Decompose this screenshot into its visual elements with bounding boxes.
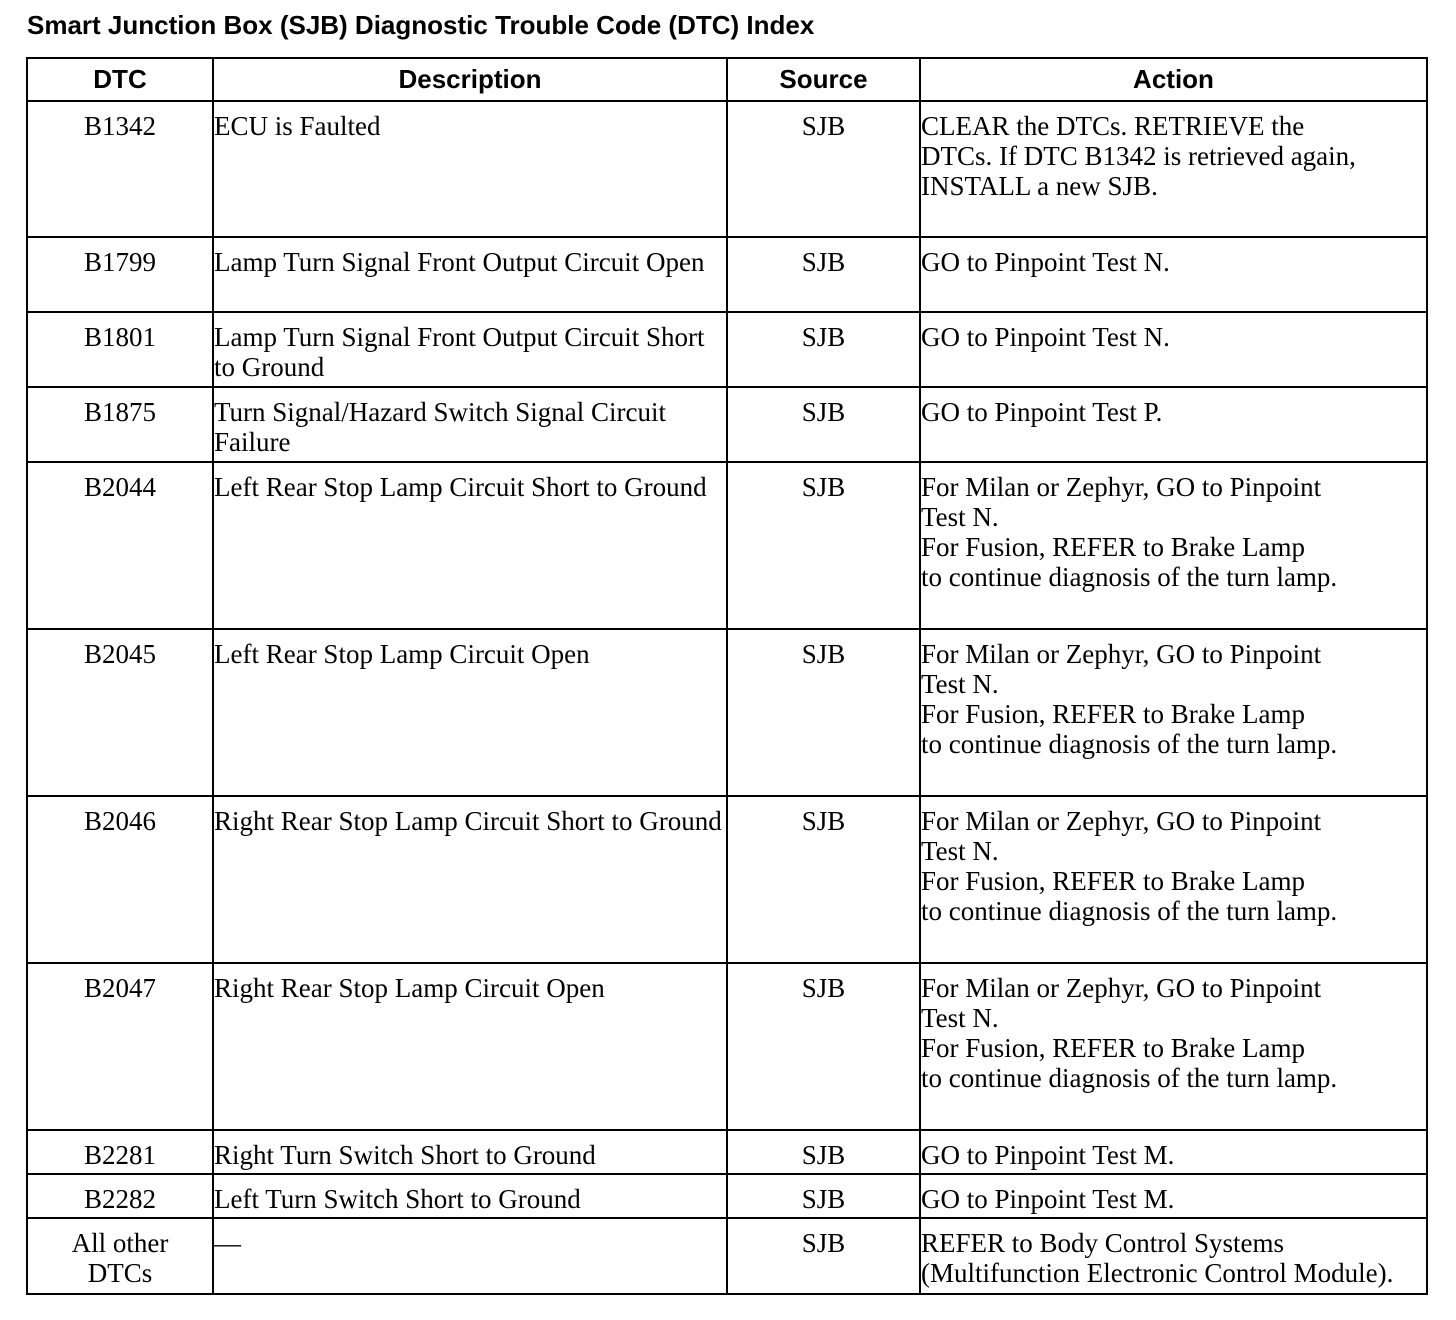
action-line: For Milan or Zephyr, GO to Pinpoint xyxy=(921,639,1322,669)
dtc-code-cell: B2047 xyxy=(27,963,213,1130)
table-row xyxy=(27,101,1427,237)
action-line: DTCs. If DTC B1342 is retrieved again, xyxy=(921,141,1356,171)
action-line: For Fusion, REFER to Brake Lamp xyxy=(921,532,1305,562)
action-line: GO to Pinpoint Test N. xyxy=(921,247,1170,277)
action-cell xyxy=(920,1218,1427,1294)
dtc-code-cell: B1875 xyxy=(27,387,213,462)
table-row xyxy=(27,796,1427,963)
table-row xyxy=(27,1174,1427,1218)
action-line: Test N. xyxy=(921,1003,999,1033)
action-line: REFER to Body Control Systems xyxy=(921,1228,1285,1258)
action-line: Test N. xyxy=(921,502,999,532)
dtc-code-cell: B2045 xyxy=(27,629,213,796)
header-description: Description xyxy=(213,58,727,101)
table-row xyxy=(27,1130,1427,1174)
table-row xyxy=(27,1218,1427,1294)
dtc-code-cell: B2046 xyxy=(27,796,213,963)
action-cell xyxy=(920,963,1427,1130)
action-line: to continue diagnosis of the turn lamp. xyxy=(921,729,1338,759)
source-cell: SJB xyxy=(727,629,920,796)
dtc-code-cell: All other DTCs xyxy=(27,1218,213,1294)
source-cell: SJB xyxy=(727,101,920,237)
source-cell: SJB xyxy=(727,387,920,462)
action-line: to continue diagnosis of the turn lamp. xyxy=(921,1063,1338,1093)
dtc-code-cell: B2044 xyxy=(27,462,213,629)
action-line: Test N. xyxy=(921,836,999,866)
source-cell: SJB xyxy=(727,462,920,629)
description-cell: Left Turn Switch Short to Ground xyxy=(213,1174,727,1218)
description-cell: Right Rear Stop Lamp Circuit Open xyxy=(213,963,727,1130)
dtc-code-cell: B1342 xyxy=(27,101,213,237)
table-header-row xyxy=(27,58,1427,101)
action-line: For Milan or Zephyr, GO to Pinpoint xyxy=(921,472,1322,502)
action-line: (Multifunction Electronic Control Module). xyxy=(921,1258,1394,1288)
description-cell: Turn Signal/Hazard Switch Signal Circuit Failure xyxy=(213,387,727,462)
action-cell xyxy=(920,1174,1427,1218)
action-line: Test N. xyxy=(921,669,999,699)
dtc-code-cell: B2282 xyxy=(27,1174,213,1218)
action-line: GO to Pinpoint Test M. xyxy=(921,1184,1175,1214)
source-cell: SJB xyxy=(727,237,920,312)
action-line: For Fusion, REFER to Brake Lamp xyxy=(921,699,1305,729)
table-row xyxy=(27,237,1427,312)
action-cell xyxy=(920,237,1427,312)
source-cell: SJB xyxy=(727,1174,920,1218)
table-body xyxy=(27,101,1427,1294)
description-cell: Lamp Turn Signal Front Output Circuit Short to Ground xyxy=(213,312,727,387)
action-line: to continue diagnosis of the turn lamp. xyxy=(921,562,1338,592)
table-row xyxy=(27,312,1427,387)
description-cell: Right Turn Switch Short to Ground xyxy=(213,1130,727,1174)
header-action: Action xyxy=(920,58,1427,101)
header-source: Source xyxy=(727,58,920,101)
action-line: CLEAR the DTCs. RETRIEVE the xyxy=(921,111,1305,141)
description-cell: Right Rear Stop Lamp Circuit Short to Ground xyxy=(213,796,727,963)
description-cell: Left Rear Stop Lamp Circuit Short to Ground xyxy=(213,462,727,629)
source-cell: SJB xyxy=(727,1130,920,1174)
action-line: GO to Pinpoint Test N. xyxy=(921,322,1170,352)
action-cell xyxy=(920,387,1427,462)
table-row xyxy=(27,462,1427,629)
table-row xyxy=(27,387,1427,462)
description-cell: Left Rear Stop Lamp Circuit Open xyxy=(213,629,727,796)
page-title: Smart Junction Box (SJB) Diagnostic Trouble Code (DTC) Index xyxy=(27,10,815,40)
source-cell: SJB xyxy=(727,1218,920,1294)
table-row xyxy=(27,963,1427,1130)
action-cell xyxy=(920,629,1427,796)
action-line: For Fusion, REFER to Brake Lamp xyxy=(921,866,1305,896)
action-cell xyxy=(920,312,1427,387)
action-line: For Fusion, REFER to Brake Lamp xyxy=(921,1033,1305,1063)
header-dtc: DTC xyxy=(27,58,213,101)
action-line: GO to Pinpoint Test P. xyxy=(921,397,1163,427)
dtc-index-table xyxy=(26,57,1428,1295)
description-cell: Lamp Turn Signal Front Output Circuit Open xyxy=(213,237,727,312)
action-cell xyxy=(920,796,1427,963)
source-cell: SJB xyxy=(727,312,920,387)
source-cell: SJB xyxy=(727,796,920,963)
action-line: For Milan or Zephyr, GO to Pinpoint xyxy=(921,806,1322,836)
action-cell xyxy=(920,462,1427,629)
description-cell: — xyxy=(213,1218,727,1294)
action-line: to continue diagnosis of the turn lamp. xyxy=(921,896,1338,926)
table-row xyxy=(27,629,1427,796)
action-cell xyxy=(920,101,1427,237)
action-line: INSTALL a new SJB. xyxy=(921,171,1158,201)
source-cell: SJB xyxy=(727,963,920,1130)
action-line: For Milan or Zephyr, GO to Pinpoint xyxy=(921,973,1322,1003)
dtc-code-cell: B1801 xyxy=(27,312,213,387)
dtc-code-cell: B1799 xyxy=(27,237,213,312)
dtc-code-cell: B2281 xyxy=(27,1130,213,1174)
description-cell: ECU is Faulted xyxy=(213,101,727,237)
action-cell xyxy=(920,1130,1427,1174)
action-line: GO to Pinpoint Test M. xyxy=(921,1140,1175,1170)
